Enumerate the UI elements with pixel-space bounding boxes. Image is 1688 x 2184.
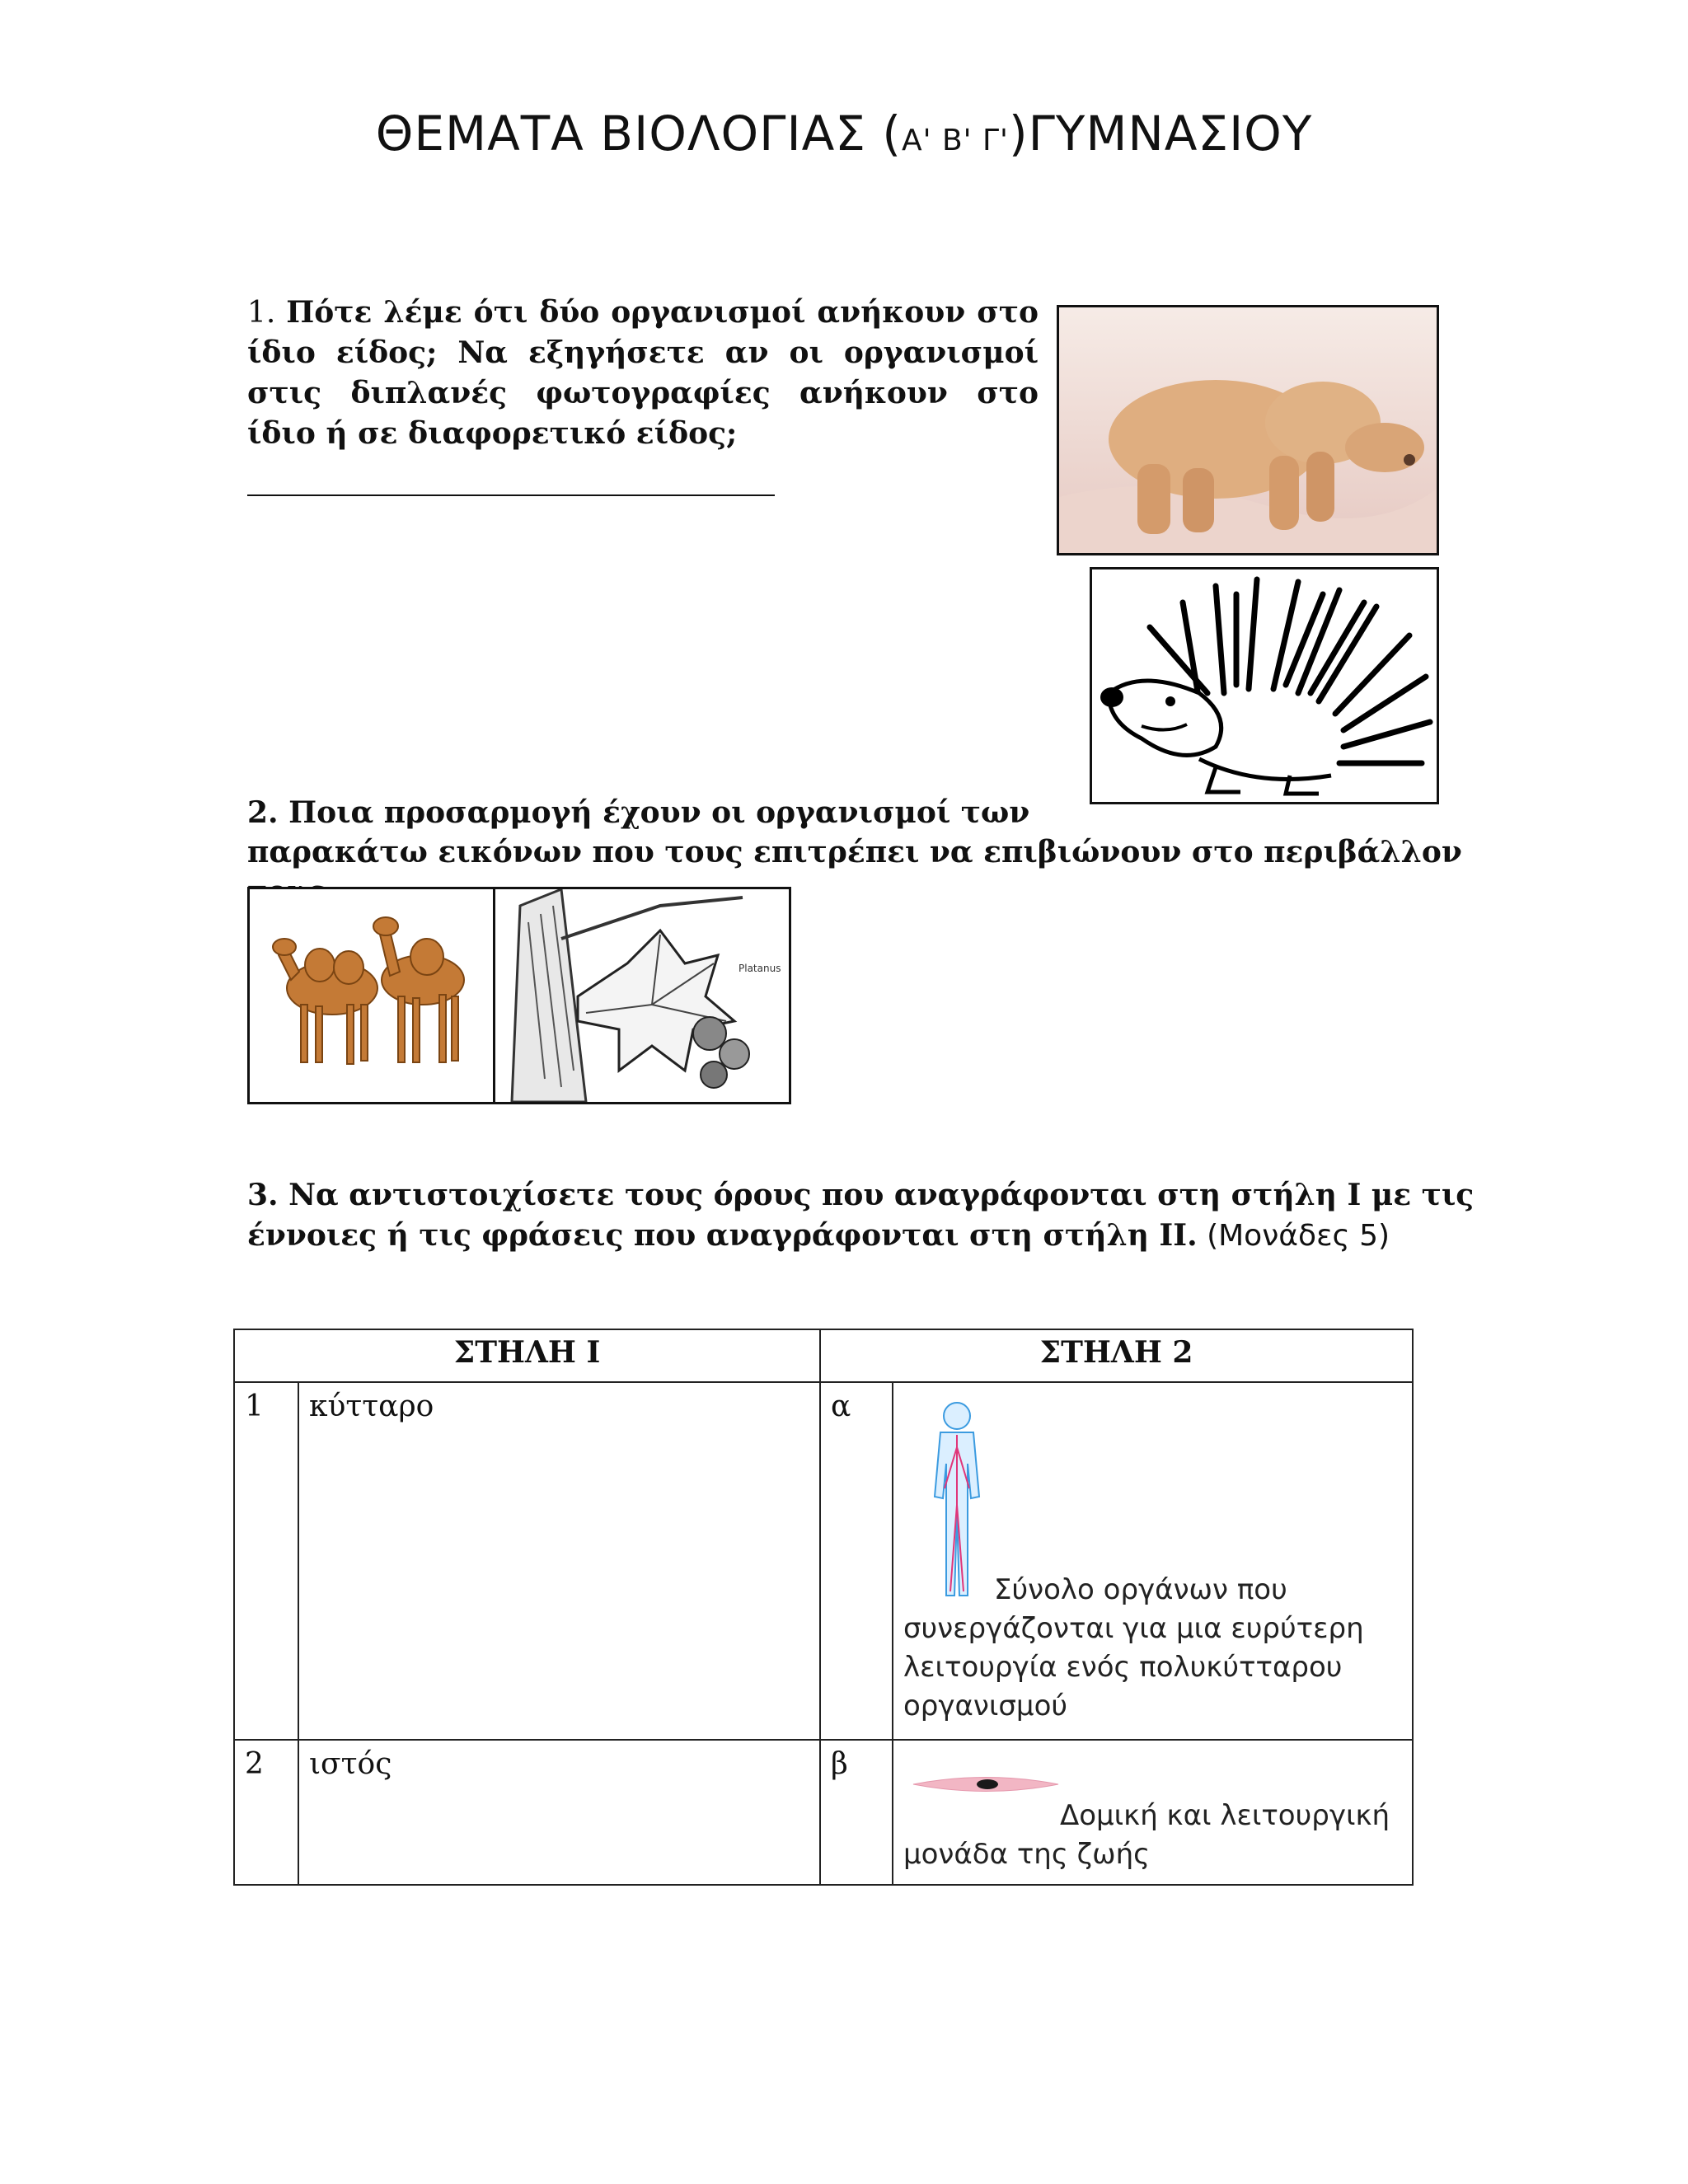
table-header-row xyxy=(234,1329,1413,1382)
question-3-marks: (Μονάδες 5) xyxy=(1197,1219,1390,1253)
cell-icon xyxy=(912,1772,1060,1797)
row-term: ιστός xyxy=(298,1740,820,1885)
question-1 xyxy=(247,293,1039,454)
matching-table xyxy=(233,1329,1414,1886)
column-2-header: ΣΤΗΛΗ 2 xyxy=(820,1329,1413,1382)
row-number: 1 xyxy=(234,1382,298,1740)
row-description: Δομική και λειτουργική μονάδα της ζωής xyxy=(903,1799,1390,1871)
question-1-number: 1. xyxy=(247,296,276,330)
title-main: ΘΕΜΑΤΑ ΒΙΟΛΟΓΙΑΣ ( xyxy=(375,105,902,162)
hedgehog-drawing xyxy=(1090,567,1439,804)
title-end: )ΓΥΜΝΑΣΙΟΥ xyxy=(1008,105,1313,162)
row-number: 2 xyxy=(234,1740,298,1885)
row-description-cell xyxy=(893,1382,1413,1740)
page-title xyxy=(0,105,1688,162)
row-term: κύτταρο xyxy=(298,1382,820,1740)
question-2-line2: παρακάτω εικόνων που τους επιτρέπει να επιβιώνουν στο περιβάλλον xyxy=(247,835,1462,869)
title-grades: Α' Β' Γ' xyxy=(901,124,1009,157)
table-row xyxy=(234,1740,1413,1885)
row-description: Σύνολο οργάνων που συνεργάζονται για μια ευρύτερη λειτουργία ενός πολυκύτταρου οργανισμού xyxy=(903,1573,1364,1722)
camels-photo xyxy=(247,887,498,1104)
column-1-header: ΣΤΗΛΗ Ι xyxy=(234,1329,820,1382)
table-row xyxy=(234,1382,1413,1740)
plane-tree-drawing xyxy=(493,887,791,1104)
question-1-text: Πότε λέμε ότι δύο οργανισμοί ανήκουν στο ίδιο είδος; Να εξηγήσετε αν οι οργανισμοί στις διπλανές φωτογραφίες ανήκουν στο ίδιο ή σε διαφορετικό είδος; xyxy=(247,295,1039,451)
polar-bear-photo xyxy=(1057,305,1439,555)
question-3-text: 3. Να αντιστοιχίσετε τους όρους που αναγράφονται στη στήλη Ι με τις έννοιες ή τις φράσεις που αναγράφονται στη στήλη ΙΙ. xyxy=(247,1178,1475,1253)
row-letter: α xyxy=(820,1382,893,1740)
row-description-cell xyxy=(893,1740,1413,1885)
question-3 xyxy=(247,1175,1533,1256)
answer-line[interactable] xyxy=(247,494,775,496)
question-2-line1: 2. Ποια προσαρμογή έχουν οι οργανισμοί των xyxy=(247,795,1030,830)
plant-label: Platanus xyxy=(738,963,781,974)
row-letter: β xyxy=(820,1740,893,1885)
